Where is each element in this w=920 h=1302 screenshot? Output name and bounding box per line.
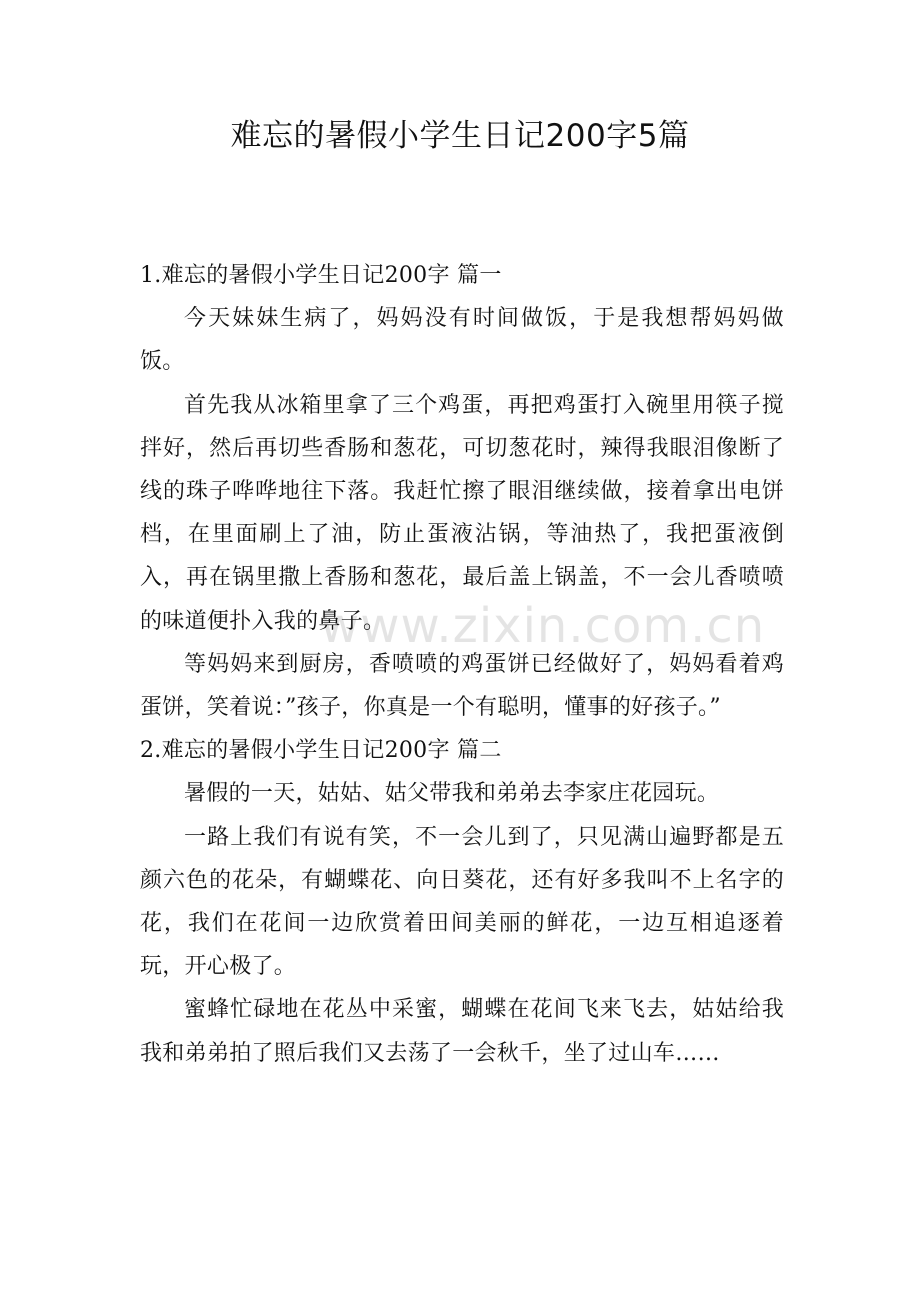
paragraph: 一路上我们有说有笑，不一会儿到了，只见满山遍野都是五颜六色的花朵，有蝴蝶花、向日葵花，还有好多我叫不上名字的花，我们在花间一边欣赏着田间美丽的鲜花，一边互相追逐着玩，开心极了。 [140,824,784,980]
watermark-text: www.zixin.com.cn [320,598,766,654]
paragraph: 今天妹妹生病了，妈妈没有时间做饭，于是我想帮妈妈做饭。 [140,306,784,375]
section-heading: 2.难忘的暑假小学生日记200字 篇二 [140,738,502,764]
paragraph: 首先我从冰箱里拿了三个鸡蛋，再把鸡蛋打入碗里用筷子搅拌好，然后再切些香肠和葱花，可切葱花时，辣得我眼泪像断了线的珠子哗哗地往下落。我赶忙擦了眼泪继续做，接着拿出电饼档，在里面刷上了油，防止蛋液沾锅，等油热了，我把蛋液倒入，再在锅里撒上香肠和葱花，最后盖上锅盖，不一会儿香喷喷的味道便扑入我的鼻子。 [140,392,784,634]
paragraph: 等妈妈来到厨房，香喷喷的鸡蛋饼已经做好了，妈妈看着鸡蛋饼，笑着说：”孩子，你真是一个有聪明，懂事的好孩子。” [140,651,784,721]
paragraph: 暑假的一天，姑姑、姑父带我和弟弟去李家庄花园玩。 [184,781,720,807]
paragraph: 蜜蜂忙碌地在花丛中采蜜，蝴蝶在花间飞来飞去，姑姑给我我和弟弟拍了照后我们又去荡了一会秋千，坐了过山车…… [140,997,784,1066]
section-2 [140,729,784,1075]
section-1 [140,254,784,729]
document-title: 难忘的暑假小学生日记200字5篇 [230,118,690,154]
section-heading: 1.难忘的暑假小学生日记200字 篇一 [140,263,502,288]
document-body [140,254,784,1075]
